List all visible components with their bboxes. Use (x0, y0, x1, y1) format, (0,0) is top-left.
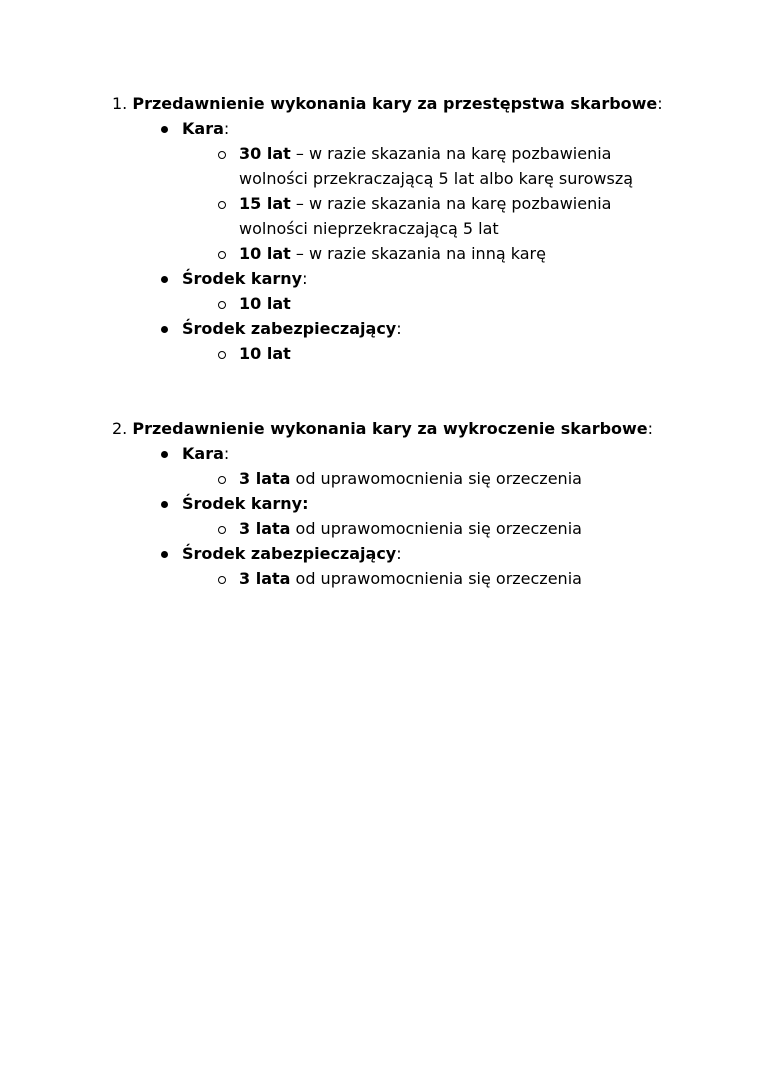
list-item (239, 294, 291, 314)
list-item (239, 344, 291, 364)
group-label-suffix: : (223, 119, 230, 138)
bullet-icon (161, 126, 168, 133)
group-label-line (182, 119, 229, 139)
circle-bullet-icon (218, 151, 226, 159)
list-item (239, 194, 611, 214)
section-number: 2. (112, 419, 128, 438)
group-label: Środek zabezpieczający (182, 319, 397, 338)
item-text: – w razie skazania na karę pozbawienia (290, 144, 612, 163)
section-2-heading (112, 419, 653, 439)
group-label-line (182, 444, 229, 464)
list-item (239, 469, 582, 489)
item-bold: 15 lat (239, 194, 291, 213)
list-item-continuation: wolności nieprzekraczającą 5 lat (239, 219, 499, 238)
item-text: – w razie skazania na inną karę (290, 244, 546, 263)
section-title: Przedawnienie wykonania kary za przestępstwa skarbowe (132, 94, 658, 113)
group-label: Kara (182, 444, 224, 463)
group-label-suffix: : (396, 319, 402, 338)
circle-bullet-icon (218, 476, 226, 484)
group-label: Środek zabezpieczający (182, 544, 397, 563)
bullet-icon (161, 326, 168, 333)
section-number: 1. (112, 94, 128, 113)
item-bold: 3 lata (239, 569, 291, 588)
bullet-icon (161, 501, 168, 508)
section-title-suffix: : (657, 94, 663, 113)
circle-bullet-icon (218, 576, 226, 584)
item-text: – w razie skazania na karę pozbawienia (290, 194, 612, 213)
circle-bullet-icon (218, 201, 226, 209)
circle-bullet-icon (218, 526, 226, 534)
list-item (239, 144, 611, 164)
circle-bullet-icon (218, 251, 226, 259)
item-bold: 10 lat (239, 294, 291, 313)
list-item (239, 519, 582, 539)
group-label: Kara (182, 119, 224, 138)
item-bold: 10 lat (239, 244, 291, 263)
bullet-icon (161, 451, 168, 458)
circle-bullet-icon (218, 351, 226, 359)
group-label-suffix: : (302, 269, 308, 288)
item-bold: 10 lat (239, 344, 291, 363)
group-label-suffix: : (223, 444, 230, 463)
group-label: Środek karny (182, 269, 303, 288)
list-item (239, 569, 582, 589)
section-title: Przedawnienie wykonania kary za wykroczenie skarbowe (132, 419, 648, 438)
item-text: od uprawomocnienia się orzeczenia (290, 519, 582, 538)
group-label-line (182, 494, 308, 514)
item-bold: 3 lata (239, 519, 291, 538)
bullet-icon (161, 551, 168, 558)
item-bold: 30 lat (239, 144, 291, 163)
group-label-line (182, 269, 307, 289)
item-text: od uprawomocnienia się orzeczenia (290, 569, 582, 588)
bullet-icon (161, 276, 168, 283)
list-item-continuation: wolności przekraczającą 5 lat albo karę surowszą (239, 169, 634, 188)
group-label-suffix: : (396, 544, 402, 563)
section-1-heading (112, 94, 663, 114)
item-text: od uprawomocnienia się orzeczenia (290, 469, 582, 488)
circle-bullet-icon (218, 301, 226, 309)
list-item (239, 244, 546, 264)
group-label: Środek karny: (182, 494, 309, 513)
item-bold: 3 lata (239, 469, 291, 488)
group-label-line (182, 544, 402, 564)
section-title-suffix: : (647, 419, 654, 438)
group-label-line (182, 319, 402, 339)
